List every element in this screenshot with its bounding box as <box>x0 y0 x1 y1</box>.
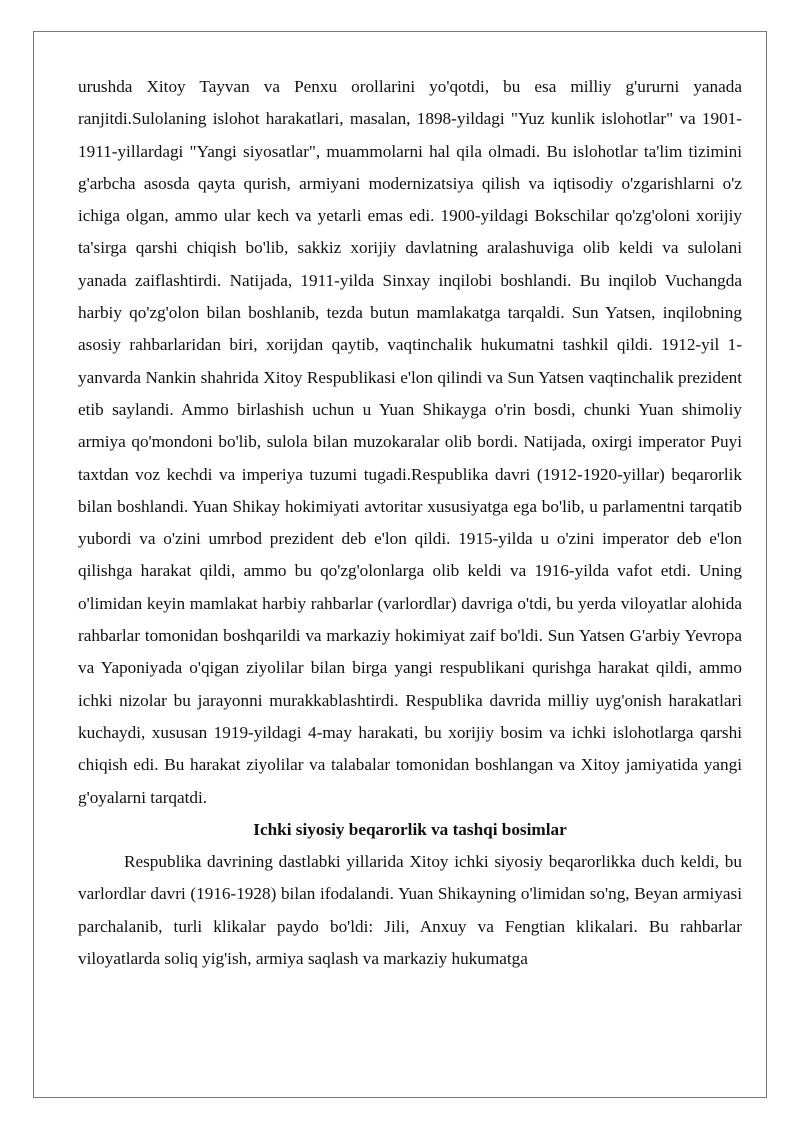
section-heading: Ichki siyosiy beqarorlik va tashqi bosimlar <box>253 819 567 839</box>
section-paragraph: Respublika davrining dastlabki yillarida Xitoy ichki siyosiy beqarorlikka duch keldi, bu varlordlar davri (1916-1928) bilan ifodalandi. Yuan Shikayning o'limidan so'ng, Beyan armiyasi parchalanib, turli klikalar paydo bo'ldi: Jili, Anxuy va Fengtian klikalari. Bu rahbarlar viloyatlarda soliq yig'ish, armiya saqlash va markaziy hukumatga <box>78 852 742 969</box>
body-paragraph: urushda Xitoy Tayvan va Penxu orollarini yo'qotdi, bu esa milliy g'ururni yanada ranjitdi.Sulolaning islohot harakatlari, masalan, 1898-yildagi "Yuz kunlik islohotlar" va 1901-1911-yillardagi "Yangi siyosatlar", muammolarni hal qila olmadi. Bu islohotlar ta'lim tizimini g'arbcha asosda qayta qurish, armiyani modernizatsiya qilish va iqtisodiy o'zgarishlarni o'z ichiga olgan, ammo ular kech va yetarli emas edi. 1900-yildagi Bokschilar qo'zg'oloni xorijiy ta'sirga qarshi chiqish bo'lib, sakkiz xorijiy davlatning aralashuviga olib keldi va sulolani yanada zaiflashtirdi. Natijada, 1911-yilda Sinxay inqilobi boshlandi. Bu inqilob Vuchangda harbiy qo'zg'olon bilan boshlanib, tezda butun mamlakatga tarqaldi. Sun Yatsen, inqilobning asosiy rahbarlaridan biri, xorijdan qaytib, vaqtinchalik hukumatni tashkil qildi. 1912-yil 1-yanvarda Nankin shahrida Xitoy Respublikasi e'lon qilindi va Sun Yatsen vaqtinchalik prezident etib saylandi. Ammo birlashish uchun u Yuan Shikayga o'rin bosdi, chunki Yuan shimoliy armiya qo'mondoni bo'lib, sulola bilan muzokaralar olib bordi. Natijada, oxirgi imperator Puyi taxtdan voz kechdi va imperiya tuzumi tugadi.Respublika davri (1912-1920-yillar) beqarorlik bilan boshlandi. Yuan Shikay hokimiyati avtoritar xususiyatga ega bo'lib, u parlamentni tarqatib yubordi va o'zini umrbod prezident deb e'lon qildi. 1915-yilda u o'zini imperator deb e'lon qilishga harakat qildi, ammo bu qo'zg'olonlarga olib keldi va 1916-yilda vafot etdi. Uning o'limidan keyin mamlakat harbiy rahbarlar (varlordlar) davriga o'tdi, bu yerda viloyatlar alohida rahbarlar tomonidan boshqarildi va markaziy hokimiyat zaif bo'ldi. Sun Yatsen G'arbiy Yevropa va Yaponiyada o'qigan ziyolilar bilan birga yangi respublikani qurishga harakat qildi, ammo ichki nizolar bu jarayonni murakkablashtirdi. Respublika davrida milliy uyg'onish harakatlari kuchaydi, xususan 1919-yildagi 4-may harakati, bu xorijiy bosim va ichki islohotlarga qarshi chiqish edi. Bu harakat ziyolilar va talabalar tomonidan boshlangan va Xitoy jamiyatida yangi g'oyalarni tarqatdi. <box>78 77 742 807</box>
document-body <box>78 71 742 975</box>
